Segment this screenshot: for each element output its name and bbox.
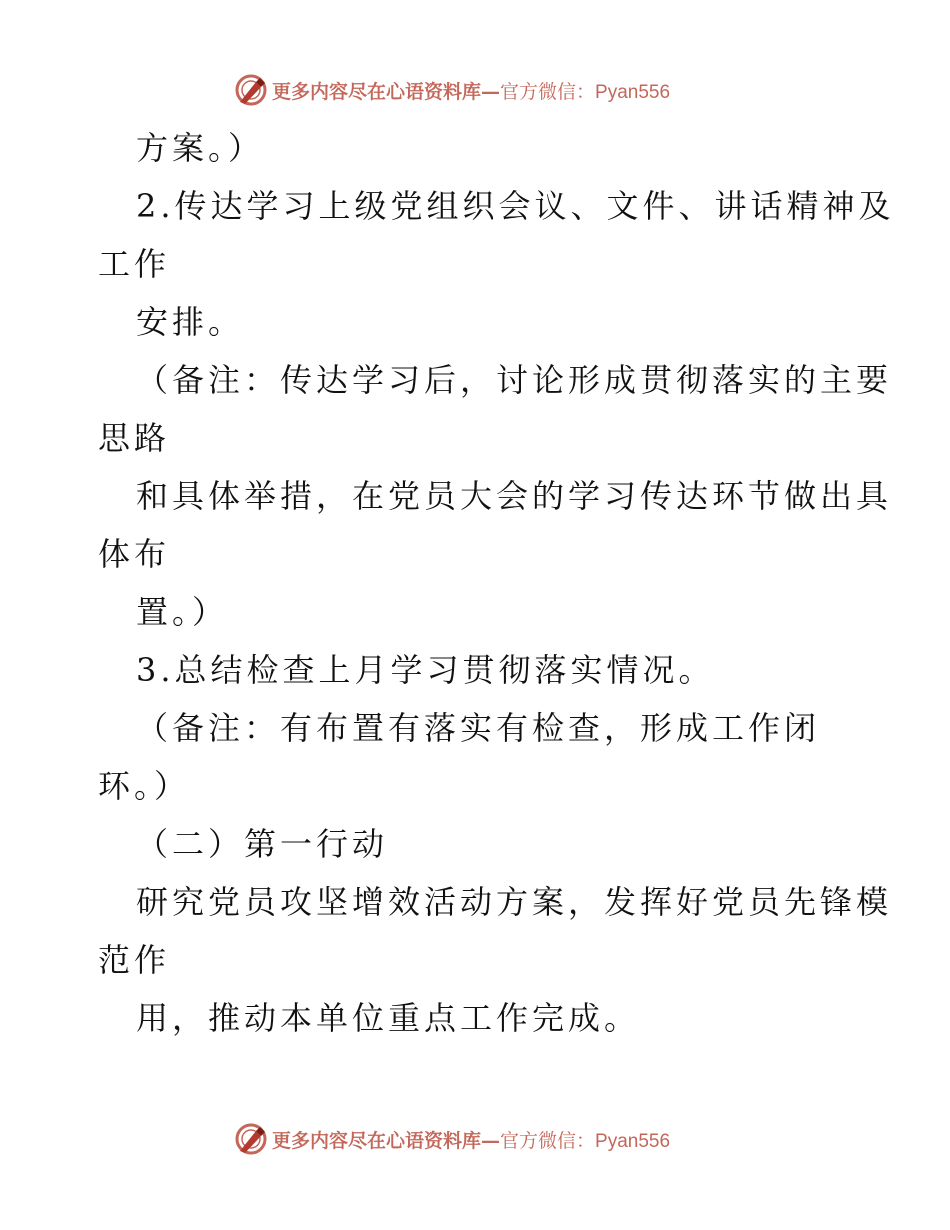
body-line: （备注：有布置有落实有检查，形成工作闭 [136, 709, 821, 747]
body-line: 研究党员攻坚增效活动方案，发挥好党员先锋模 [136, 883, 893, 921]
body-line: 安排。 [136, 303, 245, 341]
header-wechat-text: 官方微信：Pyan556 [500, 81, 671, 103]
section-heading: （二）第一行动 [136, 825, 389, 863]
header-site-text: 更多内容尽在心语资料库— [272, 80, 501, 103]
body-line: 方案。） [136, 129, 265, 167]
body-line: （备注：传达学习后，讨论形成贯彻落实的主要 [136, 361, 893, 399]
body-line: 环。） [98, 767, 191, 805]
body-line: 3.总结检查上月学习贯彻落实情况。 [136, 651, 715, 689]
body-line: 和具体举措，在党员大会的学习传达环节做出具 [136, 477, 893, 515]
footer-site-text: 更多内容尽在心语资料库— [272, 1129, 501, 1152]
header-banner [234, 72, 670, 108]
body-line: 思路 [98, 419, 171, 457]
pen-logo-icon [234, 1122, 268, 1156]
body-line: 置。） [136, 593, 229, 631]
body-line: 2.传达学习上级党组织会议、文件、讲话精神及 [136, 187, 895, 225]
body-line: 体布 [98, 535, 171, 573]
body-line: 用，推动本单位重点工作完成。 [136, 999, 641, 1037]
body-line: 工作 [98, 245, 171, 283]
footer-wechat-text: 官方微信：Pyan556 [500, 1130, 671, 1152]
body-line: 范作 [98, 941, 171, 979]
footer-banner [234, 1121, 670, 1157]
pen-logo-icon [234, 73, 268, 107]
